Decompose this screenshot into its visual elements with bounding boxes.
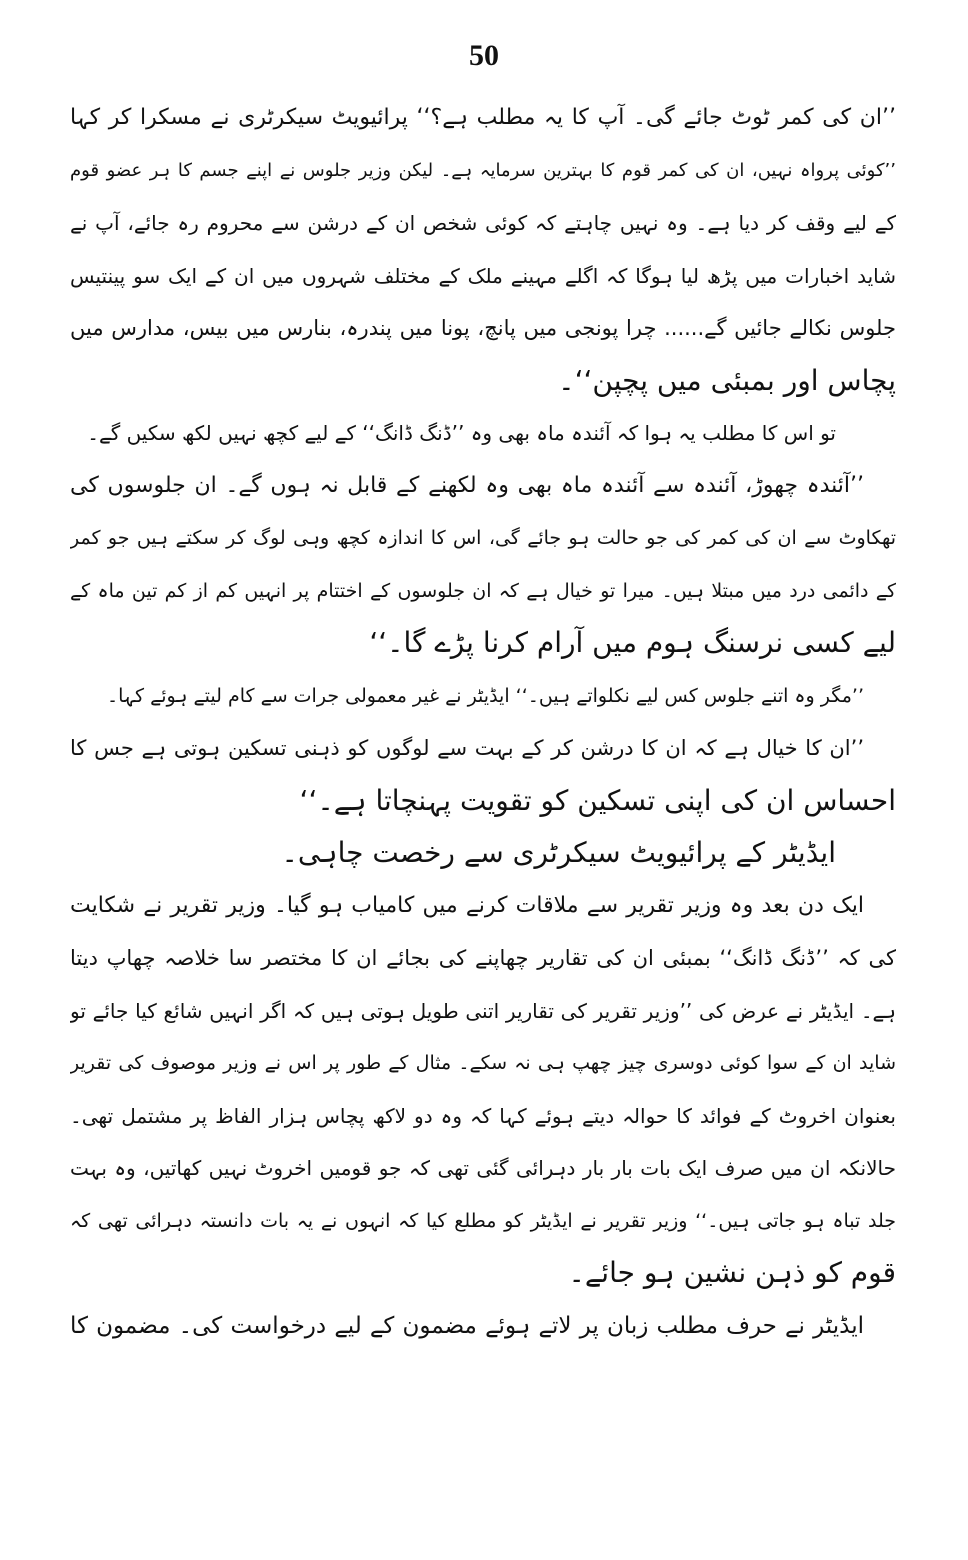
text-line: حالانکہ ان میں صرف ایک بات بار بار دہرائی گئی تھی کہ جو قومیں اخروٹ نہیں کھاتیں، وہ بہت: [70, 1156, 896, 1180]
text-line: ہے۔ ایڈیٹر نے عرض کی ’’وزیر تقریر کی تقاریر اتنی طویل ہوتی ہیں کہ اگر انہیں شائع کیا جائے تو: [70, 998, 896, 1023]
text-line: شاید اخبارات میں پڑھ لیا ہوگا کہ اگلے مہینے ملک کے مختلف شہروں میں ان کے ایک سو پینتیس: [70, 263, 896, 288]
text-line: احساس ان کی اپنی تسکین کو تقویت پہنچاتا ہے۔‘‘: [299, 783, 896, 817]
text-line: جلد تباہ ہو جاتی ہیں۔‘‘ وزیر تقریر نے ایڈیٹر کو مطلع کیا کہ انہوں نے یہ بات دانستہ دہرائی تھی کہ: [70, 1209, 896, 1232]
text-line: ایڈیٹر نے حرف مطلب زبان پر لاتے ہوئے مضمون کے لیے درخواست کی۔ مضمون کا: [70, 1312, 864, 1339]
text-line: قوم کو ذہن نشین ہو جائے۔: [568, 1256, 896, 1289]
text-line: ’’آئندہ چھوڑ، آئندہ سے آئندہ ماہ بھی وہ لکھنے کے قابل نہ ہوں گے۔ ان جلوسوں کی: [70, 472, 864, 498]
page-number: 50: [469, 39, 499, 72]
page-body-text: [70, 92, 896, 1352]
text-line: بعنوان اخروٹ کے فوائد کا حوالہ دیتے ہوئے کہا کہ وہ دو لاکھ پچاس ہزار الفاظ پر مشتمل تھی۔: [70, 1103, 896, 1128]
text-line: ’’کوئی پرواہ نہیں، ان کی کمر قوم کا بہترین سرمایہ ہے۔ لیکن وزیر جلوس نے اپنے جسم کا ہر عضو قوم: [70, 159, 896, 181]
text-line: جلوس نکالے جائیں گے...... چرا پونجی میں پانچ، پونا میں پندرہ، بنارس میں بیس، مدارس میں: [70, 316, 896, 340]
text-line: پچاس اور بمبئی میں پچپن‘‘۔: [558, 363, 896, 397]
text-line: ایڈیٹر کے پرائیویٹ سیکرٹری سے رخصت چاہی۔: [281, 836, 836, 869]
text-line: ’’مگر وہ اتنے جلوس کس لیے نکلواتے ہیں۔‘‘ ایڈیٹر نے غیر معمولی جرات سے کام لیتے ہوئے کہا۔: [106, 684, 864, 707]
text-line: کی کہ ’’ڈنگ ڈانگ‘‘ بمبئی ان کی تقاریر چھاپنے کی بجائے ان کا مختصر سا خلاصہ چھاپ دیتا: [70, 946, 896, 970]
text-line: لیے کسی نرسنگ ہوم میں آرام کرنا پڑے گا۔‘‘: [369, 626, 896, 659]
text-line: ’’ان کا خیال ہے کہ ان کا درشن کر کے بہت سے لوگوں کو ذہنی تسکین ہوتی ہے جس کا: [70, 736, 864, 760]
text-line: شاید ان کے سوا کوئی دوسری چیز چھپ ہی نہ سکے۔ مثال کے طور پر اس نے وزیر موصوف کی تقریر: [70, 1052, 896, 1074]
text-line: تو اس کا مطلب یہ ہوا کہ آئندہ ماہ بھی وہ ’’ڈنگ ڈانگ‘‘ کے لیے کچھ نہیں لکھ سکیں گے۔: [87, 421, 836, 445]
text-line: کے لیے وقف کر دیا ہے۔ وہ نہیں چاہتے کہ کوئی شخص ان کے درشن سے محروم رہ جائے، آپ نے: [70, 211, 896, 235]
text-line: ایک دن بعد وہ وزیر تقریر سے ملاقات کرنے میں کامیاب ہو گیا۔ وزیر تقریر نے شکایت: [70, 892, 864, 918]
text-line: ’’ان کی کمر ٹوٹ جائے گی۔ آپ کا یہ مطلب ہے؟‘‘ پرائیویٹ سیکرٹری نے مسکرا کر کہا: [70, 105, 896, 130]
text-line: کے دائمی درد میں مبتلا ہیں۔ میرا تو خیال ہے کہ ان جلوسوں کے اختتام پر انہیں کم از کم تین ماہ کے: [70, 579, 896, 602]
text-line: تھکاوٹ سے ان کی کمر کی جو حالت ہو جائے گی، اس کا اندازہ کچھ وہی لوگ کر سکتے ہیں جو کمر: [70, 527, 896, 549]
